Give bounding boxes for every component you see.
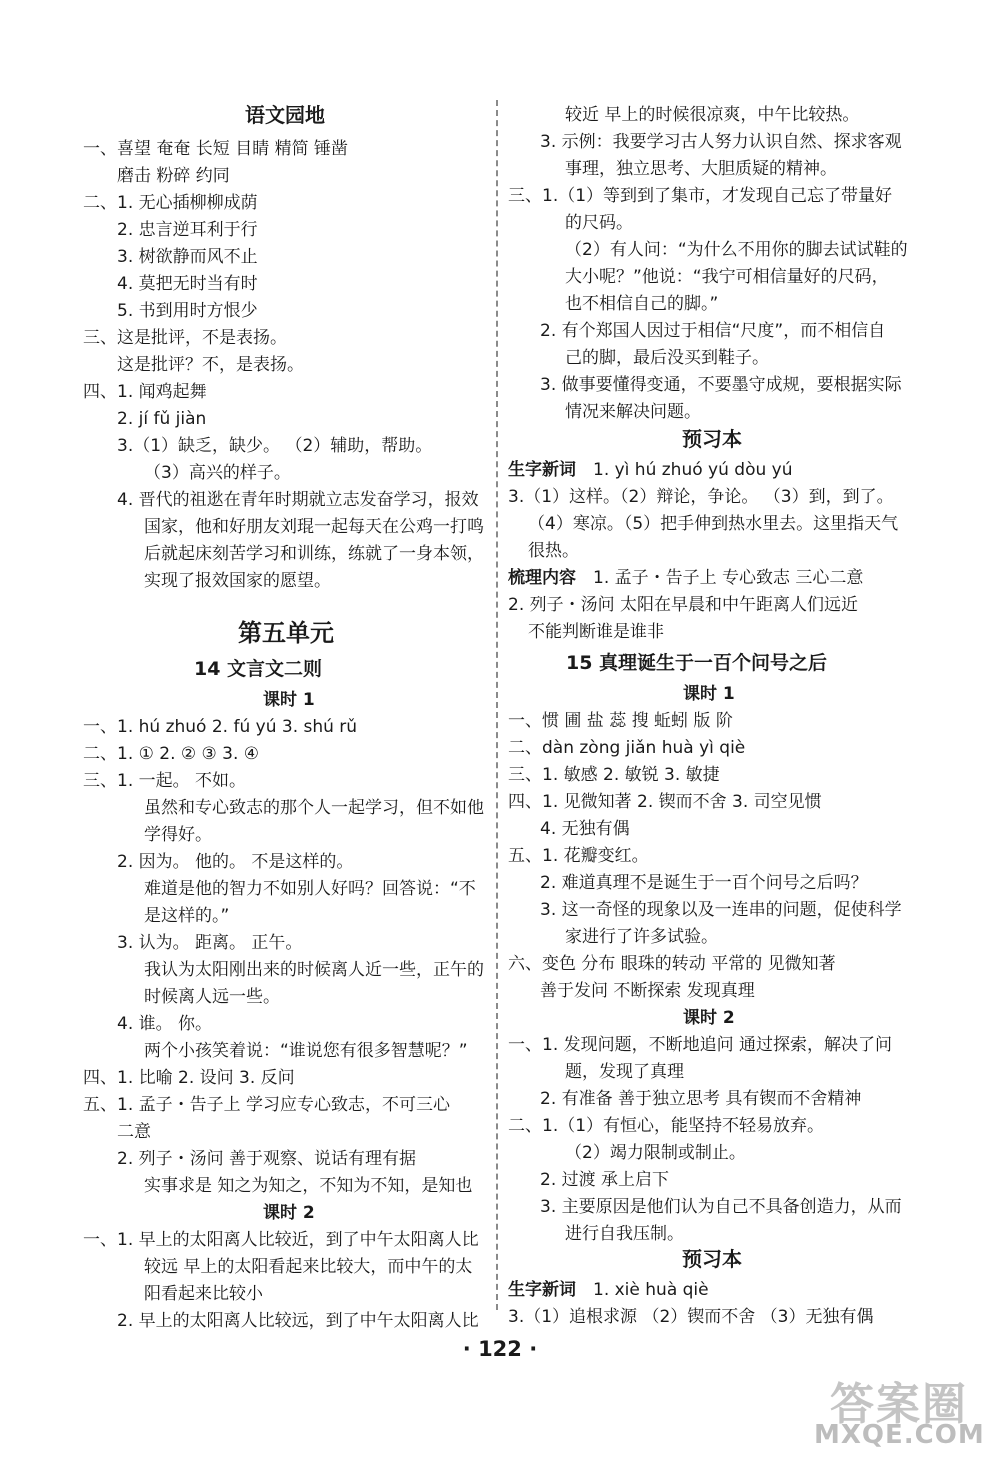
answer-line: 一、1. hú zhuó 2. fú yú 3. shú rǔ	[83, 717, 358, 737]
period-title: 课时 2	[263, 1203, 315, 1223]
answer-line: 3.（1）追根求源 （2）锲而不舍 （3）无独有偶	[508, 1307, 874, 1327]
answer-line: 2. 有准备 善于独立思考 具有锲而不舍精神	[540, 1089, 862, 1109]
answer-line: 实现了报效国家的愿望。	[144, 571, 331, 591]
answer-line: 四、1. 比喻 2. 设问 3. 反问	[83, 1068, 295, 1088]
answer-line: 四、1. 闻鸡起舞	[83, 382, 207, 402]
answer-line: 后就起床刻苦学习和训练，练就了一身本领，	[144, 544, 484, 564]
label-lead: 生字新词	[508, 1280, 576, 1300]
answer-line: 善于发问 不断探索 发现真理	[540, 981, 755, 1001]
answer-line: 2. jí fǔ jiàn	[117, 409, 207, 429]
answer-line: 题，发现了真理	[565, 1062, 684, 1082]
answer-line: 4. 谁。 你。	[117, 1014, 213, 1034]
answer-line: 一、喜望 奄奄 长短 目睛 精简 锤凿	[83, 139, 349, 159]
answer-line: 很热。	[528, 541, 579, 561]
answer-line: 2. 有个郑国人因过于相信“尺度”，而不相信自	[540, 321, 886, 341]
answer-line: 大小呢？”他说：“我宁可相信量好的尺码，	[565, 267, 889, 287]
answer-line: 3.（1）这样。（2）辩论，争论。 （3）到，到了。	[508, 487, 894, 507]
label-lead: 梳理内容	[508, 568, 576, 588]
answer-line: 这是批评？不，是表扬。	[117, 355, 304, 375]
answer-line: 磨击 粉碎 约同	[117, 166, 230, 186]
answer-line: 3. 做事要懂得变通，不要墨守成规，要根据实际	[540, 375, 902, 395]
answer-line: 2. 早上的太阳离人比较远，到了中午太阳离人比	[117, 1311, 479, 1331]
answer-line: 二、1.（1）有恒心，能坚持不轻易放弃。	[508, 1116, 825, 1136]
answer-line: 学得好。	[144, 825, 212, 845]
answer-line: 3. 认为。 距离。 正午。	[117, 933, 303, 953]
answer-line: 阳看起来比较小	[144, 1284, 263, 1304]
watermark-logo	[812, 1368, 990, 1450]
answer-line: 二、1. ① 2. ② ③ 3. ④	[83, 744, 260, 764]
period-title: 课时 2	[683, 1008, 735, 1028]
period-title: 课时 1	[683, 684, 735, 704]
answer-line: 2. 列子・汤问 太阳在早晨和中午距离人们远近	[508, 595, 859, 615]
answer-line: 3. 这一奇怪的现象以及一连串的问题，促使科学	[540, 900, 902, 920]
section-title: 预习本	[682, 427, 742, 451]
answer-line: 时候离人远一些。	[144, 987, 280, 1007]
answer-line: 是这样的。”	[144, 906, 230, 926]
answer-line: 六、变色 分布 眼珠的转动 平常的 见微知著	[508, 954, 836, 974]
answer-line: （2）有人问：“为什么不用你的脚去试试鞋的	[565, 240, 908, 260]
answer-line: 较近 早上的时候很凉爽，中午比较热。	[565, 105, 860, 125]
answer-line: 四、1. 见微知著 2. 锲而不舍 3. 司空见惯	[508, 792, 822, 812]
answer-line: 2. 列子・汤问 善于观察、说话有理有据	[117, 1149, 417, 1169]
answer-line: 1. 孟子・告子上 专心致志 三心二意	[593, 568, 864, 588]
section-title: 语文园地	[245, 103, 325, 127]
answer-line: 3. 示例：我要学习古人努力认识自然、探求客观	[540, 132, 902, 152]
answer-line: 1. yì hú zhuó yú dòu yú	[593, 460, 793, 480]
answer-line: 较远 早上的太阳看起来比较大，而中午的太	[144, 1257, 473, 1277]
answer-line: 4. 莫把无时当有时	[117, 274, 258, 294]
answer-line: （3）高兴的样子。	[144, 463, 291, 483]
answer-line: 难道是他的智力不如别人好吗？回答说：“不	[144, 879, 476, 899]
answer-line: 二、dàn zòng jiǎn huà yì qiè	[508, 738, 746, 758]
unit-title: 第五单元	[238, 619, 334, 647]
answer-line: （2）竭力限制或制止。	[565, 1143, 746, 1163]
answer-line: 1. xiè huà qiè	[593, 1280, 709, 1300]
answer-line: 3.（1）缺乏，缺少。 （2）辅助，帮助。	[117, 436, 433, 456]
answer-line: 的尺码。	[565, 213, 633, 233]
answer-line: 三、1. 敏感 2. 敏锐 3. 敏捷	[508, 765, 720, 785]
answer-line: 两个小孩笑着说：“谁说您有很多智慧呢？”	[144, 1041, 468, 1061]
answer-line: 3. 树欲静而风不止	[117, 247, 258, 267]
page-number: · 122 ·	[462, 1337, 538, 1361]
answer-line: 进行自我压制。	[565, 1224, 684, 1244]
answer-line: 情况来解决问题。	[565, 402, 701, 422]
answer-line: 2. 因为。 他的。 不是这样的。	[117, 852, 354, 872]
watermark-domain: MXQE.COM	[814, 1420, 985, 1450]
answer-line: 实事求是 知之为知之，不知为不知，是知也	[144, 1176, 473, 1196]
answer-line: 二、1. 无心插柳柳成荫	[83, 193, 258, 213]
answer-line: 二意	[117, 1122, 151, 1142]
answer-line: 不能判断谁是谁非	[528, 622, 664, 642]
period-title: 课时 1	[263, 690, 315, 710]
answer-line: 三、1. 一起。 不如。	[83, 771, 247, 791]
answer-line: （4）寒凉。（5）把手伸到热水里去。这里指天气	[528, 514, 899, 534]
answer-line: 我认为太阳刚出来的时候离人近一些，正午的	[144, 960, 484, 980]
answer-line: 2. 忠言逆耳利于行	[117, 220, 258, 240]
column-divider	[496, 100, 498, 1310]
answer-line: 2. 难道真理不是诞生于一百个问号之后吗？	[540, 873, 868, 893]
lesson-title: 15 真理诞生于一百个问号之后	[566, 652, 828, 674]
answer-line: 一、惯 圃 盐 蕊 搜 蚯蚓 版 阶	[508, 711, 733, 731]
answer-line: 4. 无独有偶	[540, 819, 630, 839]
answer-line: 5. 书到用时方恨少	[117, 301, 258, 321]
answer-line: 2. 过渡 承上启下	[540, 1170, 670, 1190]
answer-line: 家进行了许多试验。	[565, 927, 718, 947]
answer-line: 4. 晋代的祖逖在青年时期就立志发奋学习，报效	[117, 490, 479, 510]
answer-line: 三、这是批评，不是表扬。	[83, 328, 287, 348]
answer-line: 事理，独立思考、大胆质疑的精神。	[565, 159, 837, 179]
answer-line: 三、1.（1）等到到了集市，才发现自己忘了带量好	[508, 186, 893, 206]
answer-line: 一、1. 早上的太阳离人比较近，到了中午太阳离人比	[83, 1230, 479, 1250]
answer-line: 五、1. 孟子・告子上 学习应专心致志，不可三心	[83, 1095, 451, 1115]
answer-line: 国家，他和好朋友刘琨一起每天在公鸡一打鸣	[144, 517, 484, 537]
answer-line: 一、1. 发现问题，不断地追问 通过探索，解决了问	[508, 1035, 893, 1055]
lesson-title: 14 文言文二则	[194, 658, 323, 680]
label-lead: 生字新词	[508, 460, 576, 480]
answer-line: 也不相信自己的脚。”	[565, 294, 719, 314]
watermark-text: 答案圈	[830, 1379, 968, 1430]
section-title: 预习本	[682, 1247, 742, 1271]
answer-line: 五、1. 花瓣变红。	[508, 846, 649, 866]
answer-line: 己的脚，最后没买到鞋子。	[565, 348, 769, 368]
answer-line: 3. 主要原因是他们认为自己不具备创造力，从而	[540, 1197, 902, 1217]
answer-line: 虽然和专心致志的那个人一起学习，但不如他	[144, 798, 484, 818]
